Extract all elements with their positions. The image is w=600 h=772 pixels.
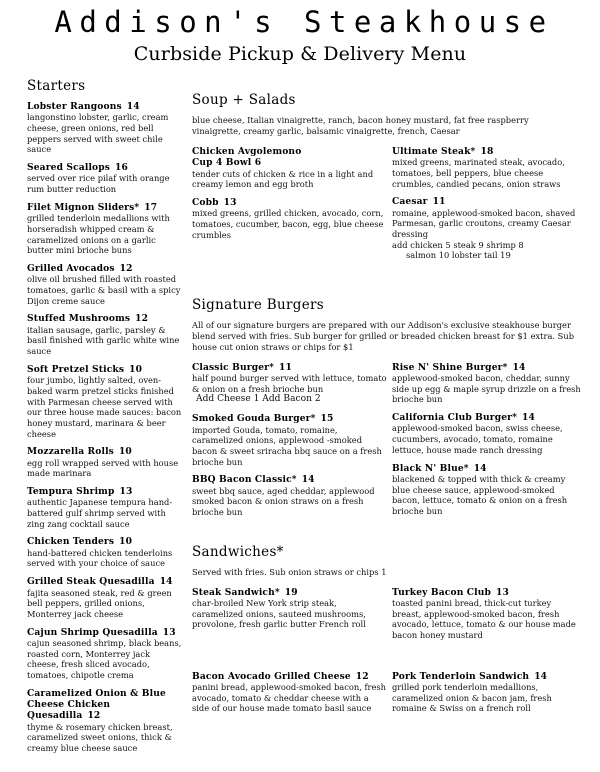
menu-item xyxy=(27,627,182,681)
item-price: 12 xyxy=(119,262,133,274)
item-title: Stuffed Mushrooms xyxy=(27,313,131,325)
menu-item xyxy=(27,446,182,479)
item-description: olive oil brushed filled with roasted tomatoes, garlic & basil with a spicy Dijon creme sauce xyxy=(27,274,181,306)
menu-item xyxy=(27,101,182,155)
salad-addons-line-2: salmon 10 lobster tail 19 xyxy=(406,250,511,261)
item-name xyxy=(27,576,182,587)
item-description: fajita seasoned steak, red & green bell peppers, grilled onions, Monterrey jack cheese xyxy=(27,587,172,619)
item-name xyxy=(27,162,182,173)
menu-item xyxy=(392,463,582,517)
item-price: 14 xyxy=(473,462,487,474)
menu-item xyxy=(192,413,388,467)
item-description: applewood-smoked bacon, swiss cheese, cucumbers, avocado, tomato, romaine lettuce, house made ranch dressing xyxy=(392,423,563,455)
item-price: 17 xyxy=(144,201,158,213)
item-price: 14 xyxy=(159,576,173,588)
item-description: four jumbo, lightly salted, oven-baked warm pretzel sticks finished with Parmesan cheese served with our three house made sauces: bacon honey mustard, marinara & beer cheese xyxy=(27,375,182,439)
item-description: mixed greens, grilled chicken, avocado, corn, tomatoes, cucumber, bacon, egg, blue cheese crumbles xyxy=(192,208,384,240)
item-title: Smoked Gouda Burger* xyxy=(192,413,316,425)
item-description: thyme & rosemary chicken breast, caramelized sweet onions, thick & creamy blue cheese sauce xyxy=(27,721,173,754)
sandwiches-col-left-2 xyxy=(192,671,388,721)
item-title: Mozzarella Rolls xyxy=(27,446,114,458)
sandwiches-grid-row-1 xyxy=(192,587,577,671)
item-price: 10 xyxy=(119,536,133,548)
dressings-note: blue cheese, Italian vinaigrette, ranch, bacon honey mustard, fat free raspberry vinaigrette, creamy garlic, balsamic vinaigrette, french, Caesar xyxy=(192,115,529,136)
item-description: sweet bbq sauce, aged cheddar, applewood smoked bacon & onion straws on a fresh brioche bun xyxy=(192,485,375,518)
sandwiches-col-left xyxy=(192,587,388,637)
item-title: Tempura Shrimp xyxy=(27,486,115,498)
item-title: Black N' Blue* xyxy=(392,462,469,474)
item-price: 14 xyxy=(301,474,315,486)
item-price: 18 xyxy=(480,145,494,157)
item-title: Grilled Avocados xyxy=(27,262,115,274)
item-name xyxy=(27,536,182,547)
restaurant-title: Addison's Steakhouse xyxy=(54,5,554,39)
menu-item xyxy=(192,197,388,240)
menu-item xyxy=(392,671,582,714)
item-title: Caesar xyxy=(392,196,428,208)
item-title: Chicken Tenders xyxy=(27,536,115,548)
item-name xyxy=(392,362,582,373)
burgers-col-right xyxy=(392,362,582,524)
menu-item xyxy=(27,162,182,195)
item-price: 19 xyxy=(284,586,298,598)
menu-item xyxy=(27,263,182,306)
menu-item xyxy=(27,688,182,754)
menu-item xyxy=(392,412,582,455)
item-price: 12 xyxy=(135,313,149,325)
item-name xyxy=(27,202,182,213)
burgers-grid xyxy=(192,361,581,538)
item-title: Steak Sandwich* xyxy=(192,586,280,598)
sandwiches-grid-row-2 xyxy=(192,671,577,741)
item-price: 11 xyxy=(279,361,292,373)
menu-subtitle: Curbside Pickup & Delivery Menu xyxy=(133,43,467,66)
menu-item xyxy=(27,313,182,356)
salad-addons-line-1: add chicken 5 steak 9 shrimp 8 xyxy=(392,239,524,250)
item-description: tender cuts of chicken & rice in a light and creamy lemon and egg broth xyxy=(192,168,374,190)
item-description: half pound burger served with lettuce, tomato & onion on a fresh brioche bun xyxy=(192,373,387,394)
item-description: grilled pork tenderloin medallions, caramelized onion & bacon jam, fresh romaine & Swiss on a french roll xyxy=(392,681,552,714)
item-name xyxy=(27,446,182,457)
item-name xyxy=(192,197,388,208)
item-title: Rise N' Shine Burger* xyxy=(392,361,508,373)
section-title-soup-salads: Soup + Salads xyxy=(192,92,296,108)
menu-item xyxy=(192,474,388,517)
right-column xyxy=(192,92,581,741)
menu-item xyxy=(27,486,182,529)
item-description: blackened & topped with thick & creamy blue cheese sauce, applewood-smoked bacon, lettuce, tomato & onion on a fresh brioche bun xyxy=(392,473,568,516)
item-description: imported Gouda, tomato, romaine, caramelized onions, applewood -smoked bacon & sweet sriracha bbq sauce on a fresh brioche bun xyxy=(192,424,382,467)
item-description: grilled tenderloin medallions with horseradish whipped cream & caramelized onions on a garlic butter mini brioche buns xyxy=(27,213,170,256)
item-price: 12 xyxy=(87,710,101,722)
soup-salads-grid xyxy=(192,146,577,289)
item-description: hand-battered chicken tenderloins served with your choice of sauce xyxy=(27,547,173,569)
menu-item xyxy=(392,362,582,405)
item-description: cajun seasoned shrimp, black beans, roasted corn, Monterrey jack cheese, fresh sliced avocado, tomatoes, chipotle crema xyxy=(27,637,182,681)
soup-salads-section xyxy=(192,92,577,289)
menu-item xyxy=(192,362,388,407)
item-title: Soft Pretzel Sticks xyxy=(27,363,125,375)
item-title: Pork Tenderloin Sandwich xyxy=(392,670,530,682)
item-title: California Club Burger* xyxy=(392,412,517,424)
item-name xyxy=(27,101,182,112)
signature-burgers-section xyxy=(192,296,581,538)
item-price: 12 xyxy=(355,670,369,682)
menu-item xyxy=(27,364,182,439)
item-description: romaine, applewood-smoked bacon, shaved Parmesan, garlic croutons, creamy Caesar dressing xyxy=(392,207,576,240)
item-title: Lobster Rangoons xyxy=(27,101,122,112)
menu-item xyxy=(27,576,182,619)
item-price: 14 xyxy=(512,361,526,373)
item-title: Chicken Avgolemono xyxy=(192,145,302,157)
item-price: 10 xyxy=(129,363,143,375)
menu-header xyxy=(0,0,600,66)
burger-addons: Add Cheese 1 Add Bacon 2 xyxy=(196,394,321,405)
item-title: Caramelized Onion & Blue Cheese Chicken Quesadilla xyxy=(27,687,166,722)
item-description: mixed greens, marinated steak, avocado, tomatoes, bell peppers, blue cheese crumbles, candied pecans, onion straws xyxy=(392,157,565,189)
section-title-burgers: Signature Burgers xyxy=(192,296,324,313)
item-title: Seared Scallops xyxy=(27,162,111,174)
item-price: 11 xyxy=(432,196,446,208)
menu-item xyxy=(392,146,582,189)
item-name xyxy=(192,362,388,373)
item-description: egg roll wrapped served with house made marinara xyxy=(27,457,179,479)
item-name xyxy=(392,412,582,423)
item-title: Bacon Avocado Grilled Cheese xyxy=(192,670,351,682)
item-name xyxy=(27,364,182,375)
item-price: 15 xyxy=(320,413,334,425)
item-title: Ultimate Steak* xyxy=(392,145,476,157)
soup-salads-col-right xyxy=(392,146,582,268)
item-name xyxy=(392,196,582,207)
menu-item xyxy=(392,587,582,641)
item-title: Turkey Bacon Club xyxy=(392,586,492,598)
item-description: toasted panini bread, thick-cut turkey breast, applewood-smoked bacon, fresh avocado, lettuce, tomato & our house made bacon honey mustard xyxy=(392,597,576,641)
item-price: 14 xyxy=(126,101,140,112)
sandwiches-note: Served with fries. Sub onion straws or chips 1 xyxy=(192,566,387,577)
soup-salads-col-left xyxy=(192,146,388,248)
item-title: Cobb xyxy=(192,196,219,208)
item-name xyxy=(27,688,182,722)
item-name xyxy=(27,313,182,324)
item-title: BBQ Bacon Classic* xyxy=(192,474,297,486)
item-name xyxy=(192,587,388,598)
item-description: langonstino lobster, garlic, cream cheese, green onions, red bell peppers served with sweet chile sauce xyxy=(27,112,169,155)
item-name xyxy=(192,671,388,682)
item-description: panini bread, applewood-smoked bacon, fresh avocado, tomato & cheddar cheese with a side of our house made tomato basil sauce xyxy=(192,681,387,714)
item-price: 10 xyxy=(118,446,132,458)
burgers-col-left xyxy=(192,362,388,525)
item-name xyxy=(392,587,582,598)
item-description: char-broiled New York strip steak, caramelized onions, sauteed mushrooms, provolone, fresh garlic butter French roll xyxy=(192,597,366,630)
item-title: Grilled Steak Quesadilla xyxy=(27,576,155,588)
menu-item xyxy=(192,587,388,630)
item-name xyxy=(192,474,388,485)
menu-item xyxy=(192,146,388,190)
menu-item xyxy=(392,196,582,261)
sandwiches-col-right-2 xyxy=(392,671,582,721)
item-description: authentic Japanese tempura hand-battered gulf shrimp served with zing zang cocktail sauce xyxy=(27,497,173,529)
menu-item xyxy=(27,536,182,569)
section-title-starters: Starters xyxy=(27,78,86,94)
item-price: 13 xyxy=(496,586,510,598)
item-name xyxy=(192,413,388,424)
item-title: Classic Burger* xyxy=(192,361,275,373)
menu-item xyxy=(27,202,182,256)
item-sizes: Cup 4 Bowl 6 xyxy=(192,157,262,169)
item-name xyxy=(192,146,388,157)
item-name xyxy=(392,671,582,682)
item-price: 16 xyxy=(115,162,129,174)
item-name xyxy=(27,627,182,638)
item-price: 13 xyxy=(223,196,237,208)
item-price: 14 xyxy=(522,412,535,424)
item-description: italian sausage, garlic, parsley & basil finished with garlic white wine sauce xyxy=(27,324,180,357)
item-name xyxy=(392,463,582,474)
item-name xyxy=(392,146,582,157)
menu-item xyxy=(192,671,388,714)
burgers-note: All of our signature burgers are prepared with our Addison's exclusive steakhouse burger blend served with fries. Sub burger for grilled or breaded chicken breast for $1 extra. Sub house cut onion straws or chips for $1 xyxy=(192,319,575,352)
item-price: 13 xyxy=(162,626,176,638)
section-title-sandwiches: Sandwiches* xyxy=(192,543,284,560)
item-price: 13 xyxy=(119,486,133,498)
sandwiches-col-right xyxy=(392,587,582,648)
item-name xyxy=(27,486,182,497)
item-price: 14 xyxy=(534,670,548,682)
item-description: served over rice pilaf with orange rum butter reduction xyxy=(27,173,170,195)
item-description: applewood-smoked bacon, cheddar, sunny side up egg & maple syrup drizzle on a fresh brioche bun xyxy=(392,373,581,405)
starters-section xyxy=(27,78,182,761)
item-title: Filet Mignon Sliders* xyxy=(27,201,140,213)
item-name xyxy=(27,263,182,274)
item-title: Cajun Shrimp Quesadilla xyxy=(27,626,158,638)
sandwiches-section xyxy=(192,544,577,741)
